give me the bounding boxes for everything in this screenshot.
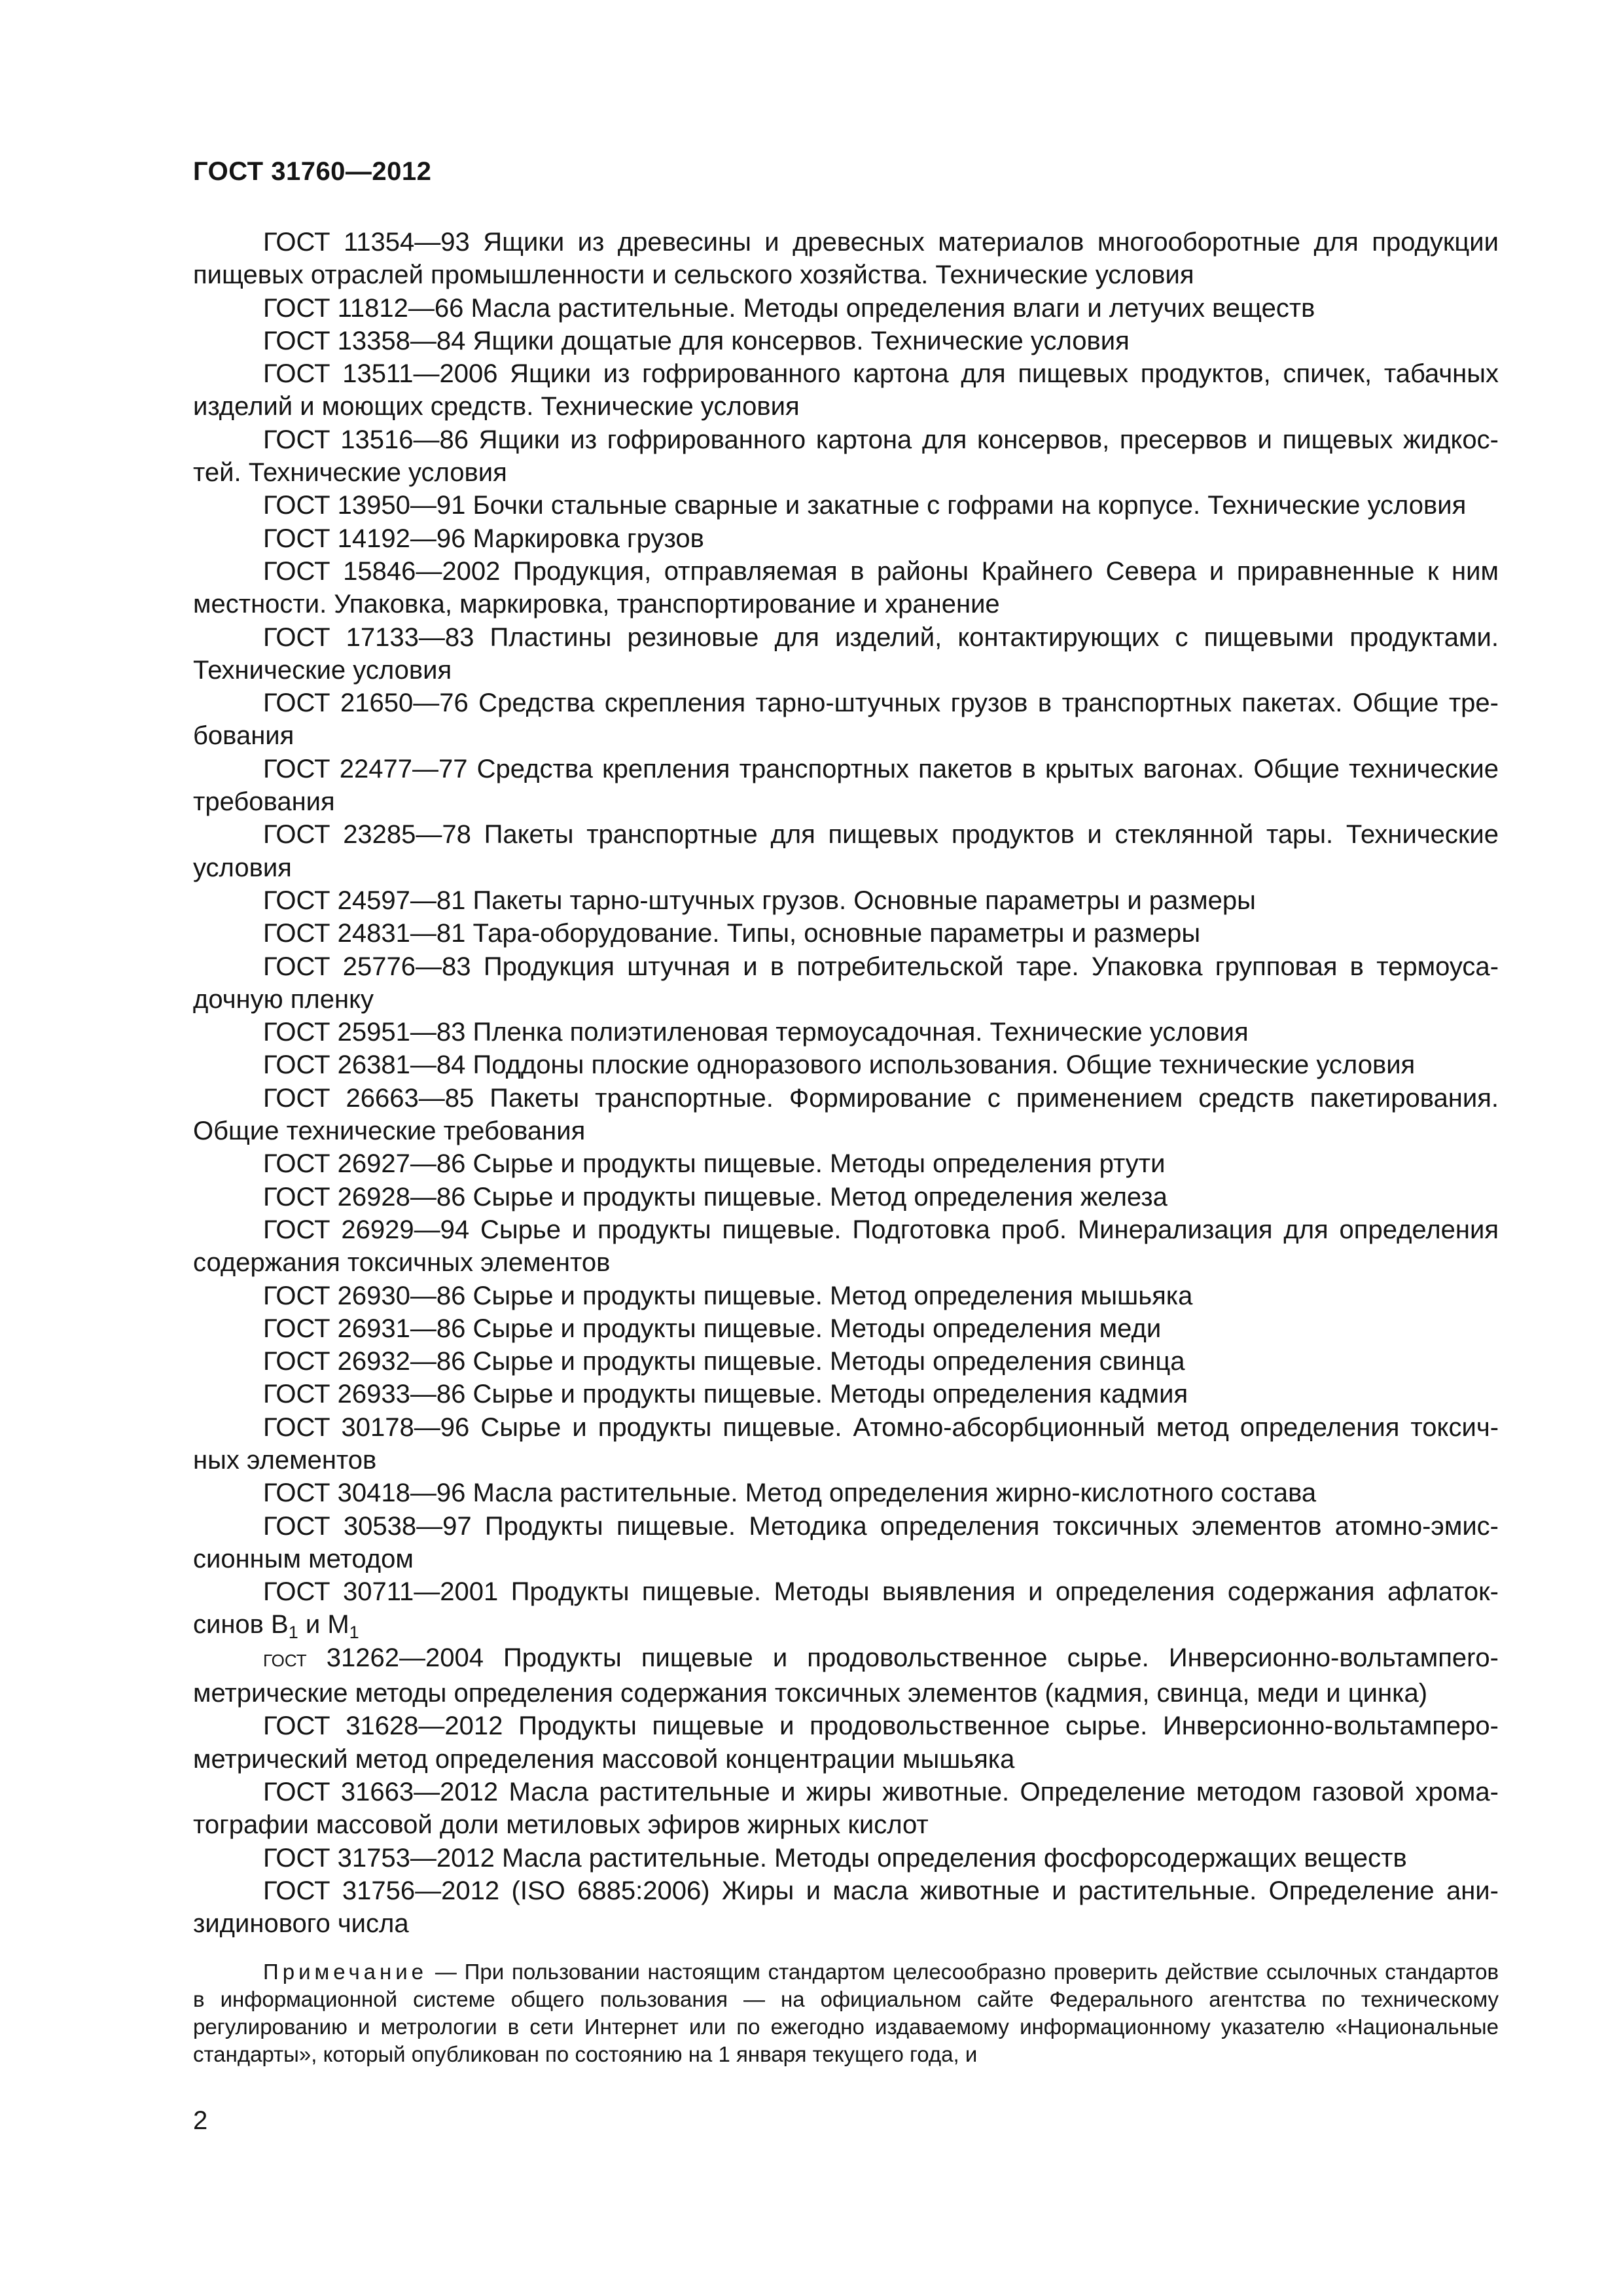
reference-item	[193, 226, 1499, 292]
reference-title: Масла растительные и жиры животные. Определение методом газовой хроматографии массовой доли метиловых эфиров жирных кислот	[193, 1777, 1499, 1840]
reference-item	[193, 357, 1499, 423]
reference-title: Поддоны плоские одноразового использования. Общие технические условия	[465, 1050, 1416, 1080]
reference-code: ГОСТ 26930—86	[263, 1281, 466, 1310]
subscript: 1	[288, 1623, 298, 1643]
reference-title: Средства скрепления тарно-штучных грузов в транспортных пакетах. Общие требования	[193, 689, 1499, 751]
reference-code: ГОСТ 24831—81	[263, 919, 466, 948]
page-number: 2	[193, 2106, 208, 2135]
reference-code: ГОСТ	[263, 1650, 307, 1670]
reference-title-cont: и М	[298, 1610, 349, 1640]
reference-code: ГОСТ 21650—76	[263, 689, 469, 718]
reference-item	[193, 1378, 1499, 1410]
reference-code: ГОСТ 11354—93	[263, 228, 470, 257]
reference-title: Сырье и продукты пищевые. Атомно-абсорбционный метод определения токсичных элементов	[193, 1412, 1499, 1475]
reference-title: Бочки стальные сварные и закатные с гофрами на корпусе. Технические условия	[465, 491, 1467, 520]
note-paragraph	[193, 1958, 1499, 2068]
reference-item	[193, 1181, 1499, 1213]
reference-item	[193, 1842, 1499, 1874]
document-header: ГОСТ 31760—2012	[193, 157, 432, 186]
reference-item	[193, 1213, 1499, 1280]
reference-title: Масла растительные. Методы определения влаги и летучих веществ	[463, 293, 1315, 323]
reference-item	[193, 950, 1499, 1016]
reference-item	[193, 1411, 1499, 1477]
reference-item	[193, 687, 1499, 753]
reference-code: ГОСТ 30418—96	[263, 1479, 466, 1508]
note-label: Примечание	[263, 1960, 428, 1984]
reference-code: ГОСТ 30178—96	[263, 1412, 470, 1442]
reference-title: Продукция, отправляемая в районы Крайнего Севера и приравненные к ним местности. Упаковка, маркировка, транспортирование и хранение	[193, 556, 1499, 619]
reference-title: Ящики дощатые для консервов. Технические условия	[465, 326, 1130, 355]
reference-code: ГОСТ 26931—86	[263, 1314, 466, 1343]
reference-title: Пакеты транспортные для пищевых продуктов и стеклянной тары. Технические условия	[193, 820, 1499, 882]
reference-item	[193, 1082, 1499, 1148]
reference-title: Тара-оборудование. Типы, основные параметры и размеры	[465, 919, 1201, 948]
reference-item	[193, 1147, 1499, 1180]
reference-code: ГОСТ 23285—78	[263, 820, 471, 850]
reference-title: Сырье и продукты пищевые. Методы определения меди	[465, 1314, 1162, 1343]
reference-code: ГОСТ 26381—84	[263, 1050, 466, 1080]
reference-item	[193, 884, 1499, 917]
reference-item	[193, 1510, 1499, 1576]
reference-code: ГОСТ 15846—2002	[263, 556, 501, 586]
reference-title: Пленка полиэтиленовая термоусадочная. Технические условия	[465, 1018, 1249, 1047]
reference-title: Сырье и продукты пищевые. Метод определения мышьяка	[465, 1281, 1193, 1310]
reference-code: ГОСТ 25776—83	[263, 952, 471, 981]
reference-title: Продукты пищевые. Методы выявления и определения содержания афлатоксинов В	[193, 1577, 1499, 1640]
reference-item	[193, 1641, 1499, 1710]
reference-code: ГОСТ 26928—86	[263, 1182, 466, 1211]
reference-title: Сырье и продукты пищевые. Подготовка проб. Минерализация для определения содержания токсичных элементов	[193, 1215, 1499, 1278]
reference-code: ГОСТ 26663—85	[263, 1083, 474, 1113]
reference-code: ГОСТ 31663—2012	[263, 1777, 499, 1806]
reference-code: ГОСТ 13950—91	[263, 491, 466, 520]
reference-title: Продукция штучная и в потребительской таре. Упаковка групповая в термоусадочную пленку	[193, 952, 1499, 1014]
reference-title: Маркировка грузов	[465, 524, 704, 553]
reference-code: ГОСТ 26932—86	[263, 1347, 466, 1376]
reference-title: Ящики из древесины и древесных материалов многооборотные для продукции пищевых отраслей промышленности и сельского хозяйства. Технические условия	[193, 228, 1499, 290]
reference-title: Сырье и продукты пищевые. Методы определения свинца	[465, 1347, 1185, 1376]
reference-code: ГОСТ 24597—81	[263, 886, 466, 915]
reference-code: ГОСТ 30711—2001	[263, 1577, 499, 1607]
reference-item	[193, 555, 1499, 621]
reference-item	[193, 325, 1499, 357]
reference-title: 31262—2004 Продукты пищевые и продовольственное сырье. Инверсионно-вольтампeroметрические методы определения содержания токсичных элементов (кадмия, свинца, меди и цинка)	[193, 1643, 1499, 1708]
reference-item	[193, 1016, 1499, 1049]
reference-code: ГОСТ 26933—86	[263, 1380, 466, 1409]
reference-title: Ящики из гофрированного картона для консервов, пресервов и пищевых жидкостей. Технические условия	[193, 425, 1499, 488]
reference-title: Сырье и продукты пищевые. Методы определения ртути	[465, 1149, 1166, 1179]
reference-item	[193, 522, 1499, 555]
reference-title: Сырье и продукты пищевые. Методы определения кадмия	[465, 1380, 1188, 1409]
reference-item	[193, 1049, 1499, 1081]
reference-item	[193, 818, 1499, 884]
reference-item	[193, 1280, 1499, 1312]
reference-item	[193, 1345, 1499, 1378]
reference-code: ГОСТ 31753—2012	[263, 1843, 495, 1873]
reference-code: ГОСТ 11812—66	[263, 293, 464, 323]
reference-title: Ящики из гофрированного картона для пищевых продуктов, спичек, табачных изделий и моющих средств. Технические условия	[193, 359, 1499, 422]
reference-code: ГОСТ 13358—84	[263, 326, 466, 355]
reference-code: ГОСТ 22477—77	[263, 754, 468, 783]
reference-title: Продукты пищевые и продовольственное сырье. Инверсионно-вольтамперометрический метод определения массовой концентрации мышьяка	[193, 1712, 1499, 1774]
reference-item	[193, 1575, 1499, 1641]
reference-item	[193, 1477, 1499, 1509]
reference-item	[193, 1776, 1499, 1842]
reference-item	[193, 1312, 1499, 1345]
reference-item	[193, 753, 1499, 819]
reference-code: ГОСТ 17133—83	[263, 622, 474, 652]
reference-title: Масла растительные. Метод определения жирно-кислотного состава	[465, 1479, 1317, 1508]
normative-references-list	[193, 226, 1499, 1940]
note-text: — При пользовании настоящим стандартом целесообразно проверить действие ссылочных стандартов в информационной системе общего пользования — на официальном сайте Федерального агентства по техническому регулированию и метрологии в сети Интернет или по ежегодно издаваемому информационному указателю «Национальные стандарты», который опубликован по состоянию на 1 января текущего года, и	[193, 1960, 1499, 2066]
reference-code: ГОСТ 30538—97	[263, 1511, 472, 1541]
reference-title: Продукты пищевые. Методика определения токсичных элементов атомно-эмиссионным методом	[193, 1511, 1499, 1573]
reference-item	[193, 1710, 1499, 1776]
reference-title: Пакеты транспортные. Формирование с применением средств пакетирования. Общие технические требования	[193, 1083, 1499, 1146]
reference-title: Сырье и продукты пищевые. Метод определения железа	[465, 1182, 1168, 1211]
reference-item	[193, 917, 1499, 950]
reference-code: ГОСТ 13511—2006	[263, 359, 498, 389]
reference-code: ГОСТ 26929—94	[263, 1215, 470, 1244]
reference-title: Пакеты тарно-штучных грузов. Основные параметры и размеры	[465, 886, 1256, 915]
reference-code: ГОСТ 25951—83	[263, 1018, 466, 1047]
subscript: 1	[349, 1623, 359, 1643]
reference-code: ГОСТ 13516—86	[263, 425, 469, 454]
reference-item	[193, 423, 1499, 490]
reference-code: ГОСТ 26927—86	[263, 1149, 466, 1179]
reference-item	[193, 621, 1499, 687]
reference-code: ГОСТ 31628—2012	[263, 1712, 503, 1741]
reference-title: (ISO 6885:2006) Жиры и масла животные и растительные. Определение анизидинового числа	[193, 1876, 1499, 1939]
reference-title: Масла растительные. Методы определения фосфорсодержащих веществ	[494, 1843, 1407, 1873]
reference-code: ГОСТ 14192—96	[263, 524, 466, 553]
reference-item	[193, 1874, 1499, 1941]
reference-title: Средства крепления транспортных пакетов в крытых вагонах. Общие технические требования	[193, 754, 1499, 817]
reference-item	[193, 489, 1499, 522]
reference-code: ГОСТ 31756—2012	[263, 1876, 500, 1905]
reference-item	[193, 292, 1499, 325]
reference-title: Пластины резиновые для изделий, контактирующих с пищевыми продуктами. Технические условия	[193, 622, 1499, 685]
